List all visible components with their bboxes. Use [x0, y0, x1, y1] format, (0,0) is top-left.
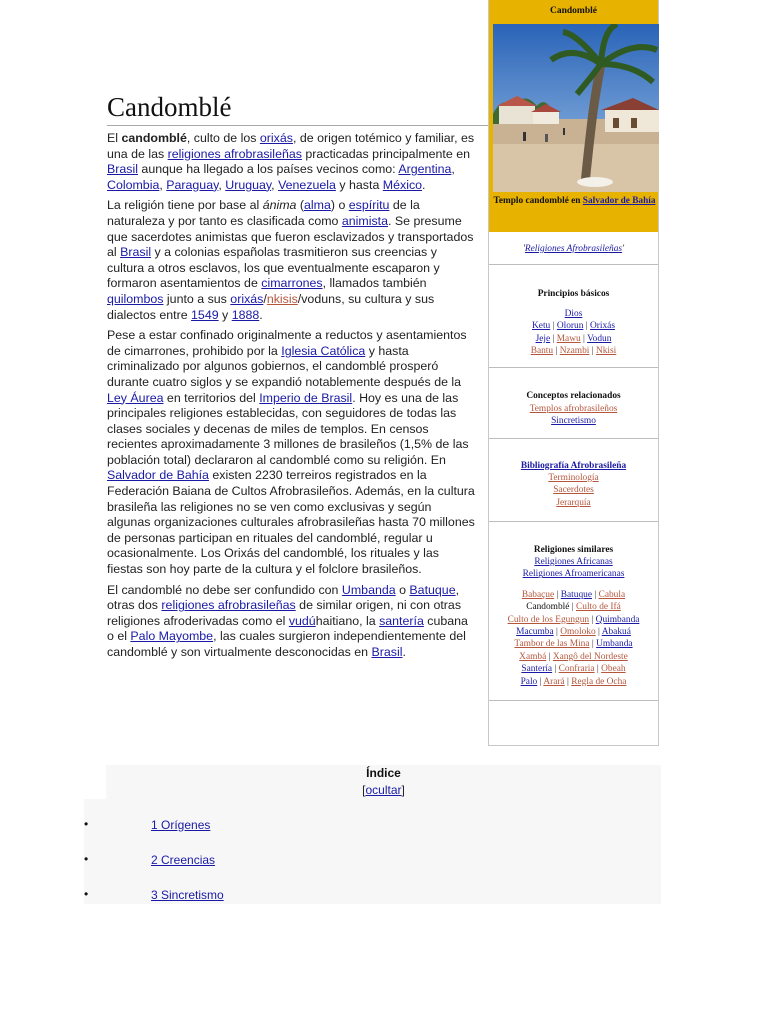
infobox-conceptos [489, 368, 658, 439]
link-umbanda[interactable]: Umbanda [341, 582, 396, 597]
toc-link-sincretismo[interactable]: 3 Sincretismo [151, 888, 224, 902]
link-jeje[interactable]: Jeje [535, 333, 551, 344]
link-quimbanda[interactable]: Quimbanda [595, 614, 640, 625]
toc-bullet: • [84, 852, 89, 866]
similares-row: Xambá | Xangô del Nordeste [519, 651, 628, 662]
link-jerarquia[interactable]: Jerarquía [556, 497, 591, 508]
link-sacerdotes[interactable]: Sacerdotes [553, 485, 594, 496]
infobox-principios [489, 265, 658, 368]
link-santeria[interactable]: santería [379, 613, 424, 628]
link-vudu[interactable]: vudú [288, 613, 316, 628]
principios-heading: Principios básicos [537, 289, 610, 299]
link-umbanda-ib[interactable]: Umbanda [596, 639, 633, 650]
current-candomble: Candomblé [526, 602, 570, 613]
link-imperio-de-brasil[interactable]: Imperio de Brasil [259, 390, 353, 405]
link-argentina[interactable]: Argentina [398, 162, 452, 177]
link-religiones-africanas[interactable]: Religiones Africanas [534, 557, 613, 567]
link-nkisi[interactable]: Nkisi [595, 346, 617, 357]
infobox-header [489, 0, 658, 232]
link-mawu[interactable]: Mawu [556, 333, 581, 344]
link-colombia[interactable]: Colombia [107, 177, 160, 192]
link-brasil-2[interactable]: Brasil [120, 245, 152, 260]
temple-photo[interactable] [493, 24, 659, 192]
link-venezuela[interactable]: Venezuela [278, 177, 336, 192]
link-espiritu[interactable]: espíritu [348, 198, 390, 213]
link-obeah[interactable]: Obeah [601, 664, 626, 675]
paragraph-religion: La religión tiene por base al ánima (alma) o espíritu de la naturaleza y por tanto es clasificada como animista. Se presume que sacerdotes animistas que fueron esclavizados y transportados al Brasil y a colonias españolas trasmitieron sus creencias y cultura a otros esclavos, los que eventualmente escaparon y formaron asentamientos de cimarrones, llamados también quilombos junto a sus orixás/nkisis/voduns, su cultura y sus dialectos entre 1549 y 1888. [107, 198, 474, 322]
link-palo[interactable]: Palo [520, 676, 538, 687]
link-abakua[interactable]: Abakuá [601, 627, 631, 638]
infobox-similares [489, 522, 658, 701]
link-vodun[interactable]: Vodun [587, 333, 612, 344]
link-sincretismo-ib[interactable]: Sincretismo [551, 416, 596, 427]
link-caption-salvador[interactable]: Salvador de Bahía [582, 196, 656, 206]
page-title: Candomblé [107, 92, 489, 126]
link-tambor-de-las-mina[interactable]: Tambor de las Mina [514, 639, 590, 650]
link-palo-mayombe[interactable]: Palo Mayombe [130, 629, 214, 644]
link-macumba[interactable]: Macumba [516, 627, 554, 638]
similares-row: Babaçue | Batuque | Cabula [521, 589, 626, 600]
link-santeria-ib[interactable]: Santería [521, 664, 553, 675]
toc-link-origenes[interactable]: 1 Orígenes [151, 818, 211, 832]
link-dios[interactable]: Dios [564, 309, 583, 319]
conceptos-heading: Conceptos relacionados [526, 391, 621, 401]
link-orixas-2[interactable]: orixás [230, 291, 264, 306]
link-salvador-de-bahia[interactable]: Salvador de Bahía [107, 468, 209, 483]
paragraph-distinction: El candomblé no debe ser confundido con Umbanda o Batuque, otras dos religiones afrobrasileñas de similar origen, ni con otras religiones afroderivadas como el vudúhaitiano, la santería cubana o el Palo Mayombe, las cuales surgieron independientemente del candomblé y son virtualmente desconocidas en Brasil. [107, 582, 468, 659]
link-iglesia-catolica[interactable]: Iglesia Católica [281, 343, 366, 358]
toc-link-creencias[interactable]: 2 Creencias [151, 853, 216, 867]
link-batuque-ib[interactable]: Batuque [560, 589, 592, 600]
link-religiones-afroamericanas[interactable]: Religiones Afroamericanas [522, 569, 625, 580]
link-bantu[interactable]: Bantu [530, 346, 554, 357]
link-brasil[interactable]: Brasil [107, 162, 138, 177]
link-olorun[interactable]: Olorun [556, 321, 584, 332]
similares-row: Tambor de las Mina | Umbanda [514, 639, 633, 650]
link-quilombos[interactable]: quilombos [107, 291, 164, 306]
temple-photo-image [493, 24, 659, 192]
paragraph-intro: El candomblé, culto de los orixás, de origen totémico y familiar, es una de las religiones afrobrasileñas practicadas principalmente en Brasil aunque ha llegado a los países vecinos como: Argentina, Colombia, Paraguay, Uruguay, Venezuela y hasta México. [107, 131, 475, 192]
link-alma[interactable]: alma [304, 198, 331, 213]
toc-hide-toggle: [ocultar] [362, 783, 405, 797]
toc-list [84, 799, 661, 904]
principios-row: Jeje | Mawu | Vodun [535, 333, 612, 344]
toc-bullet: • [84, 817, 89, 831]
link-brasil-3[interactable]: Brasil [371, 645, 403, 659]
link-culto-de-ifa[interactable]: Culto de Ifá [576, 602, 621, 613]
similares-row: Culto de los Egungun | Quimbanda [507, 614, 640, 625]
link-templos-afrobrasilenos[interactable]: Templos afrobrasileños [529, 404, 618, 414]
toc-hide-link[interactable]: ocultar [365, 783, 402, 797]
link-xamba[interactable]: Xambá [519, 651, 547, 662]
link-omoloko[interactable]: Omoloko [560, 627, 596, 638]
link-1888[interactable]: 1888 [231, 307, 260, 322]
link-nkisis[interactable]: nkisis [266, 291, 298, 306]
link-arara[interactable]: Arará [543, 676, 565, 687]
link-orixas[interactable]: orixás [259, 131, 293, 145]
toc-header [106, 765, 661, 799]
link-ley-aurea[interactable]: Ley Áurea [107, 390, 164, 405]
link-religiones-afrobrasilenas[interactable]: religiones afrobrasileñas [167, 146, 302, 161]
link-ketu[interactable]: Ketu [532, 321, 551, 332]
link-bibliografia-afrobrasilena[interactable]: Bibliografía Afrobrasileña [520, 461, 627, 471]
principios-row: Bantu | Nzambi | Nkisi [530, 346, 617, 357]
link-culto-egungun[interactable]: Culto de los Egungun [507, 614, 590, 625]
link-babacue[interactable]: Babaçue [521, 589, 555, 600]
article-body [107, 131, 475, 666]
table-of-contents [84, 765, 661, 904]
infobox-title: Candomblé [550, 6, 597, 16]
link-1549[interactable]: 1549 [191, 307, 219, 322]
toc-title: Índice [366, 766, 401, 780]
toc-bullet: • [84, 887, 89, 901]
link-xango-del-nordeste[interactable]: Xangô del Nordeste [552, 651, 628, 662]
link-cimarrones[interactable]: cimarrones [261, 276, 323, 291]
link-confraria[interactable]: Confraria [558, 664, 595, 675]
infobox-bibliografia [489, 439, 658, 522]
link-mexico[interactable]: México [382, 177, 423, 192]
similares-row: Macumba | Omoloko | Abakuá [516, 627, 631, 638]
similares-row: Palo | Arará | Regla de Ocha [520, 676, 627, 687]
link-orixas-ib[interactable]: Orixás [589, 321, 615, 332]
link-cabula[interactable]: Cabula [598, 589, 626, 600]
principios-row: Ketu | Olorun | Orixás [532, 321, 615, 332]
link-regla-de-ocha[interactable]: Regla de Ocha [571, 676, 627, 687]
link-religiones-afrobrasilenas-2[interactable]: religiones afrobrasileñas [161, 598, 296, 613]
link-animista[interactable]: animista [341, 213, 389, 228]
link-series-religiones-afrobrasilenas[interactable]: Religiones Afrobrasileñas [524, 244, 623, 254]
similares-heading: Religiones similares [533, 545, 614, 555]
link-paraguay[interactable]: Paraguay [166, 177, 219, 192]
infobox-caption: Templo candomblé en Salvador de Bahía [493, 196, 656, 206]
link-batuque[interactable]: Batuque [409, 582, 456, 597]
similares-row: Candomblé | Culto de Ifá [526, 602, 621, 613]
link-uruguay[interactable]: Uruguay [225, 177, 272, 192]
infobox [488, 0, 659, 746]
link-terminologia[interactable]: Terminología [548, 473, 599, 483]
link-nzambi[interactable]: Nzambi [559, 346, 590, 357]
infobox-series: 'Religiones Afrobrasileñas' [489, 232, 658, 265]
paragraph-history: Pese a estar confinado originalmente a reductos y asentamientos de cimarrones, prohibido por la Iglesia Católica y hasta criminalizado por algunos gobiernos, el candomblé prosperó durante cuatro siglos y se expandió notablemente después de la Ley Áurea en territorios del Imperio de Brasil. Hoy es una de las principales religiones establecidas, con seguidores de todas las clases sociales y decenas de miles de templos. En censos recientes aproximadamente 3 millones de brasileños (1,5% de las población total) declararon al candomblé como su religión. En Salvador de Bahía existen 2230 terreiros registrados en la Federación Baiana de Cultos Afrobrasileños. Además, en la cultura brasileña las religiones no se ven como exclusivas y según algunas organizaciones culturales afrobrasileñas hasta 70 millones de personas participan en rituales del candomblé, regular u ocasionalmente. Los Orixás del candomblé, los rituales y las fiestas son hoy parte de la cultura y el folclore brasileños. [107, 328, 475, 577]
similares-row: Santería | Confraria | Obeah [521, 664, 626, 675]
